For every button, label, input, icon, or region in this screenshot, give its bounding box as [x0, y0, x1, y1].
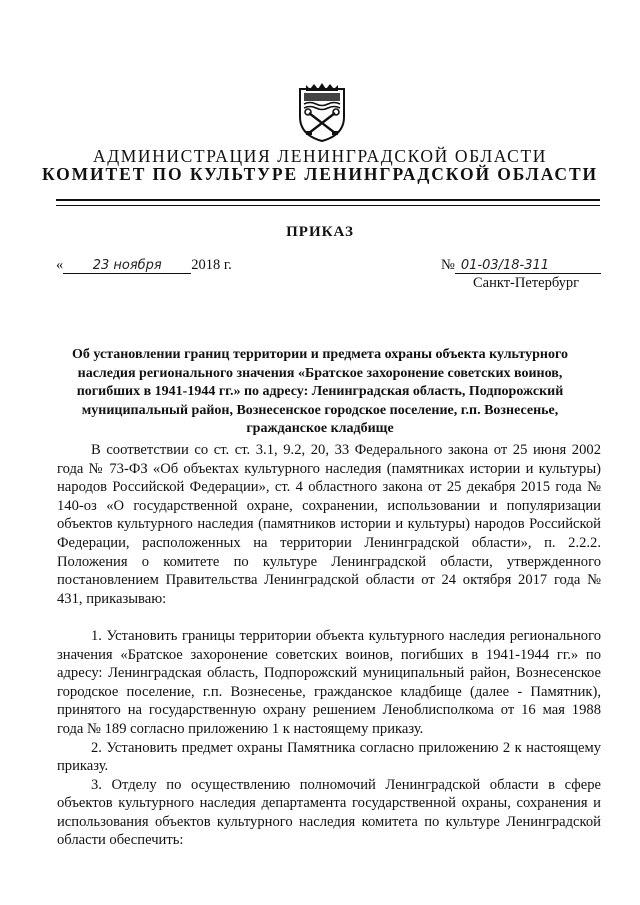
date-year: 2018 г.	[191, 257, 232, 273]
document-city: Санкт-Петербург	[473, 275, 580, 291]
coat-of-arms-icon	[296, 83, 348, 143]
item-3-paragraph: 3. Отделу по осуществлению полномочий Ленинградской области в сфере объектов культурного наследия департамента государственной охраны, сохранения и использования объектов культурного наследия комитета по культуре Ленинградской области обеспечить:	[57, 776, 601, 849]
committee-name: КОМИТЕТ ПО КУЛЬТУРЕ ЛЕНИНГРАДСКОЙ ОБЛАСТИ	[41, 164, 599, 184]
header-divider-thin	[56, 205, 600, 206]
document-subject: Об установлении границ территории и предмета охраны объекта культурного наследия регионального значения «Братское захоронение советских воинов, погибших в 1941-1944 гг.» по адресу: Ленинградская область, Подпорожский муниципальный район, Вознесенское городское поселение, г.п. Вознесенье, гражданское кладбище	[72, 347, 568, 437]
item-1-paragraph: 1. Установить границы территории объекта культурного наследия регионального значения «Братское захоронение советских воинов, погибших в 1941-1944 гг.» по адресу: Ленинградская область, Подпорожский муниципальный район, Вознесенское городское поселение, г.п. Вознесенье, гражданское кладбище (далее - Памятник), принятого на государственную охрану решением Леноблисполкома от 16 мая 1988 года № 189 согласно приложению 1 к настоящему приказу.	[57, 627, 601, 737]
date-open-quote: «	[56, 257, 64, 273]
number-sign: №	[441, 257, 455, 273]
date-handwritten: 23 ноября	[63, 258, 191, 274]
document-date	[56, 257, 232, 274]
item-2-paragraph: 2. Установить предмет охраны Памятника согласно приложению 2 к настоящему приказу.	[57, 739, 601, 775]
header-divider-thick	[56, 199, 600, 201]
document-body	[57, 441, 601, 850]
document-title: ПРИКАЗ	[286, 224, 354, 240]
document-number	[441, 257, 601, 274]
preamble-paragraph: В соответствии со ст. ст. 3.1, 9.2, 20, 33 Федерального закона от 25 июня 2002 года № 73-ФЗ «Об объектах культурного наследия (памятниках истории и культуры) народов Российской Федерации», ст. 4 областного закона от 25 декабря 2015 года № 140-оз «О государственной охране, сохранении, использовании и популяризации объектов культурного наследия (памятников истории и культуры) народов Российской Федерации, расположенных на территории Ленинградской области», п. 2.2.2. Положения о комитете по культуре Ленинградской области, утвержденного постановлением Правительства Ленинградской области от 24 октября 2017 года № 431, приказываю:	[57, 442, 601, 607]
organization-name: АДМИНИСТРАЦИЯ ЛЕНИНГРАДСКОЙ ОБЛАСТИ	[93, 146, 547, 166]
number-handwritten: 01-03/18-311	[455, 258, 601, 274]
